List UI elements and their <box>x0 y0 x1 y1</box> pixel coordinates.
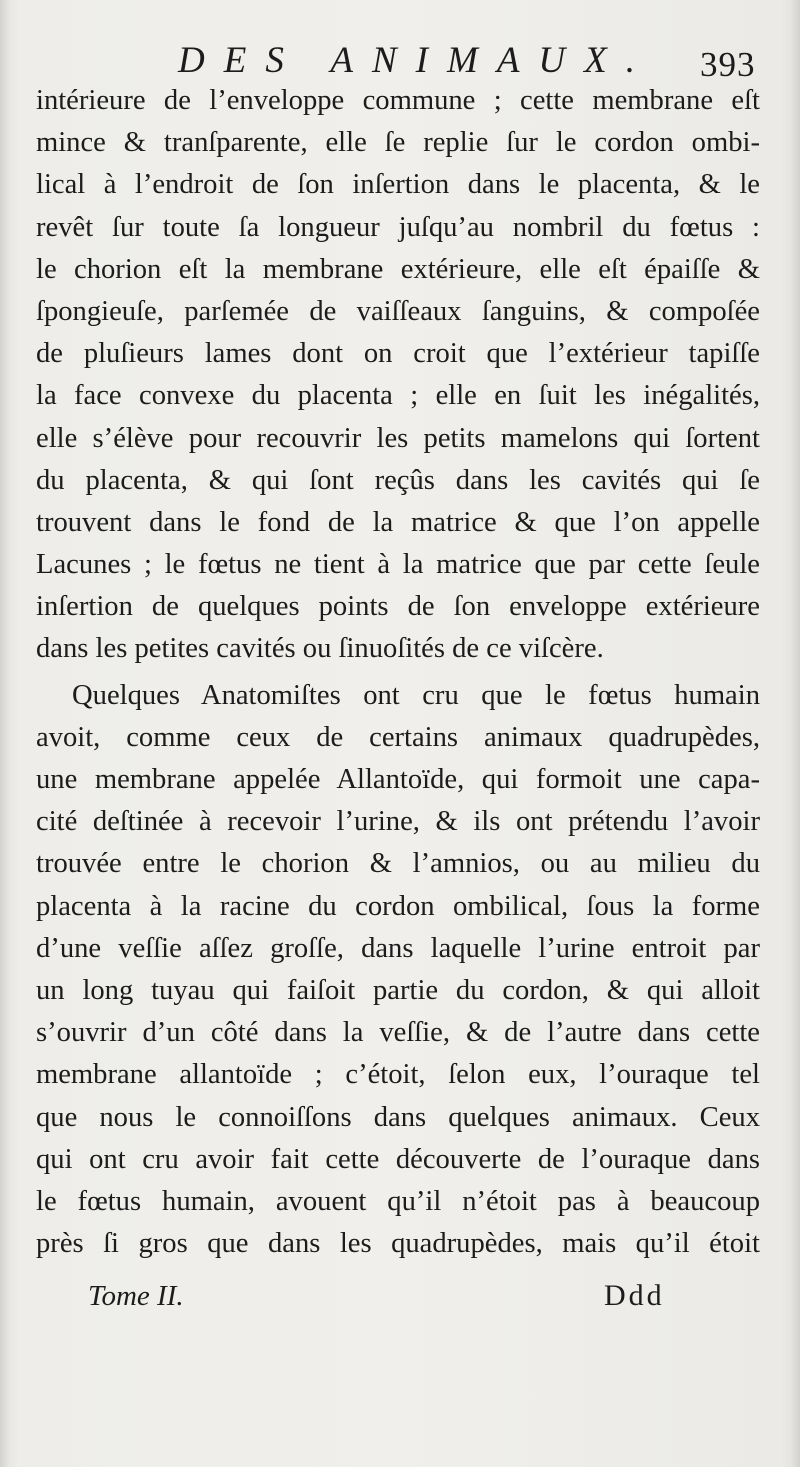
text-line: Lacunes ; le fœtus ne tient à la matrice que par cette ſeule <box>36 549 760 581</box>
text-line: membrane allantoïde ; c’étoit, ſelon eux, l’ouraque tel <box>36 1059 760 1091</box>
page-edge-shadow-left <box>0 0 10 1467</box>
text-line: cité deſtinée à recevoir l’urine, & ils ont prétendu l’avoir <box>36 806 760 838</box>
text-line: que nous le connoiſſons dans quelques animaux. Ceux <box>36 1101 760 1133</box>
text-line: du placenta, & qui ſont reçûs dans les cavités qui ſe <box>36 464 760 496</box>
text-line: lical à l’endroit de ſon inſertion dans le placenta, & le <box>36 169 760 201</box>
volume-label: Tome II. <box>88 1280 184 1312</box>
text-line: près ſi gros que dans les quadrupèdes, mais qu’il étoit <box>36 1228 760 1260</box>
text-line: intérieure de l’enveloppe commune ; cette membrane eſt <box>36 85 760 116</box>
text-line: s’ouvrir d’un côté dans la veſſie, & de l’autre dans cette <box>36 1017 760 1049</box>
body-text <box>36 80 760 1265</box>
text-line: une membrane appelée Allantoïde, qui formoit une capa- <box>36 764 760 795</box>
text-line: la face convexe du placenta ; elle en ſuit les inégalités, <box>36 380 760 412</box>
text-line: mince & tranſparente, elle ſe replie ſur le cordon ombi- <box>36 127 760 159</box>
text-line: trouvent dans le fond de la matrice & que l’on appelle <box>36 506 760 538</box>
page-number: 393 <box>700 45 756 84</box>
text-line: revêt ſur toute ſa longueur juſqu’au nombril du fœtus : <box>36 211 760 243</box>
text-line: placenta à la racine du cordon ombilical, ſous la forme <box>36 890 760 922</box>
paragraph-2 <box>36 675 760 1266</box>
text-line: un long tuyau qui faiſoit partie du cordon, & qui alloit <box>36 974 760 1006</box>
text-line: inſertion de quelques points de ſon enveloppe extérieure <box>36 591 760 623</box>
page-edge-shadow-right <box>790 0 800 1467</box>
text-line: d’une veſſie aſſez groſſe, dans laquelle l’urine entroit par <box>36 932 760 964</box>
page-footer <box>0 1276 800 1326</box>
text-line: ſpongieuſe, parſemée de vaiſſeaux ſanguins, & compoſée <box>36 295 760 327</box>
text-line: de pluſieurs lames dont on croit que l’extérieur tapiſſe <box>36 338 760 370</box>
paragraph-1 <box>36 80 760 671</box>
text-line: qui ont cru avoir fait cette découverte de l’ouraque dans <box>36 1143 760 1175</box>
text-line: Quelques Anatomiſtes ont cru que le fœtus humain <box>72 679 760 711</box>
text-line: dans les petites cavités ou ſinuoſités de ce viſcère. <box>36 633 604 665</box>
text-line: elle s’élève pour recouvrir les petits mamelons qui ſortent <box>36 422 760 454</box>
printer-signature: Ddd <box>604 1279 665 1312</box>
text-line: trouvée entre le chorion & l’amnios, ou au milieu du <box>36 848 760 880</box>
text-line: le fœtus humain, avouent qu’il n’étoit pas à beaucoup <box>36 1185 760 1217</box>
text-line: le chorion eſt la membrane extérieure, elle eſt épaiſſe & <box>36 253 760 285</box>
running-title: DES ANIMAUX. <box>178 40 654 81</box>
text-line: avoit, comme ceux de certains animaux quadrupèdes, <box>36 721 760 753</box>
